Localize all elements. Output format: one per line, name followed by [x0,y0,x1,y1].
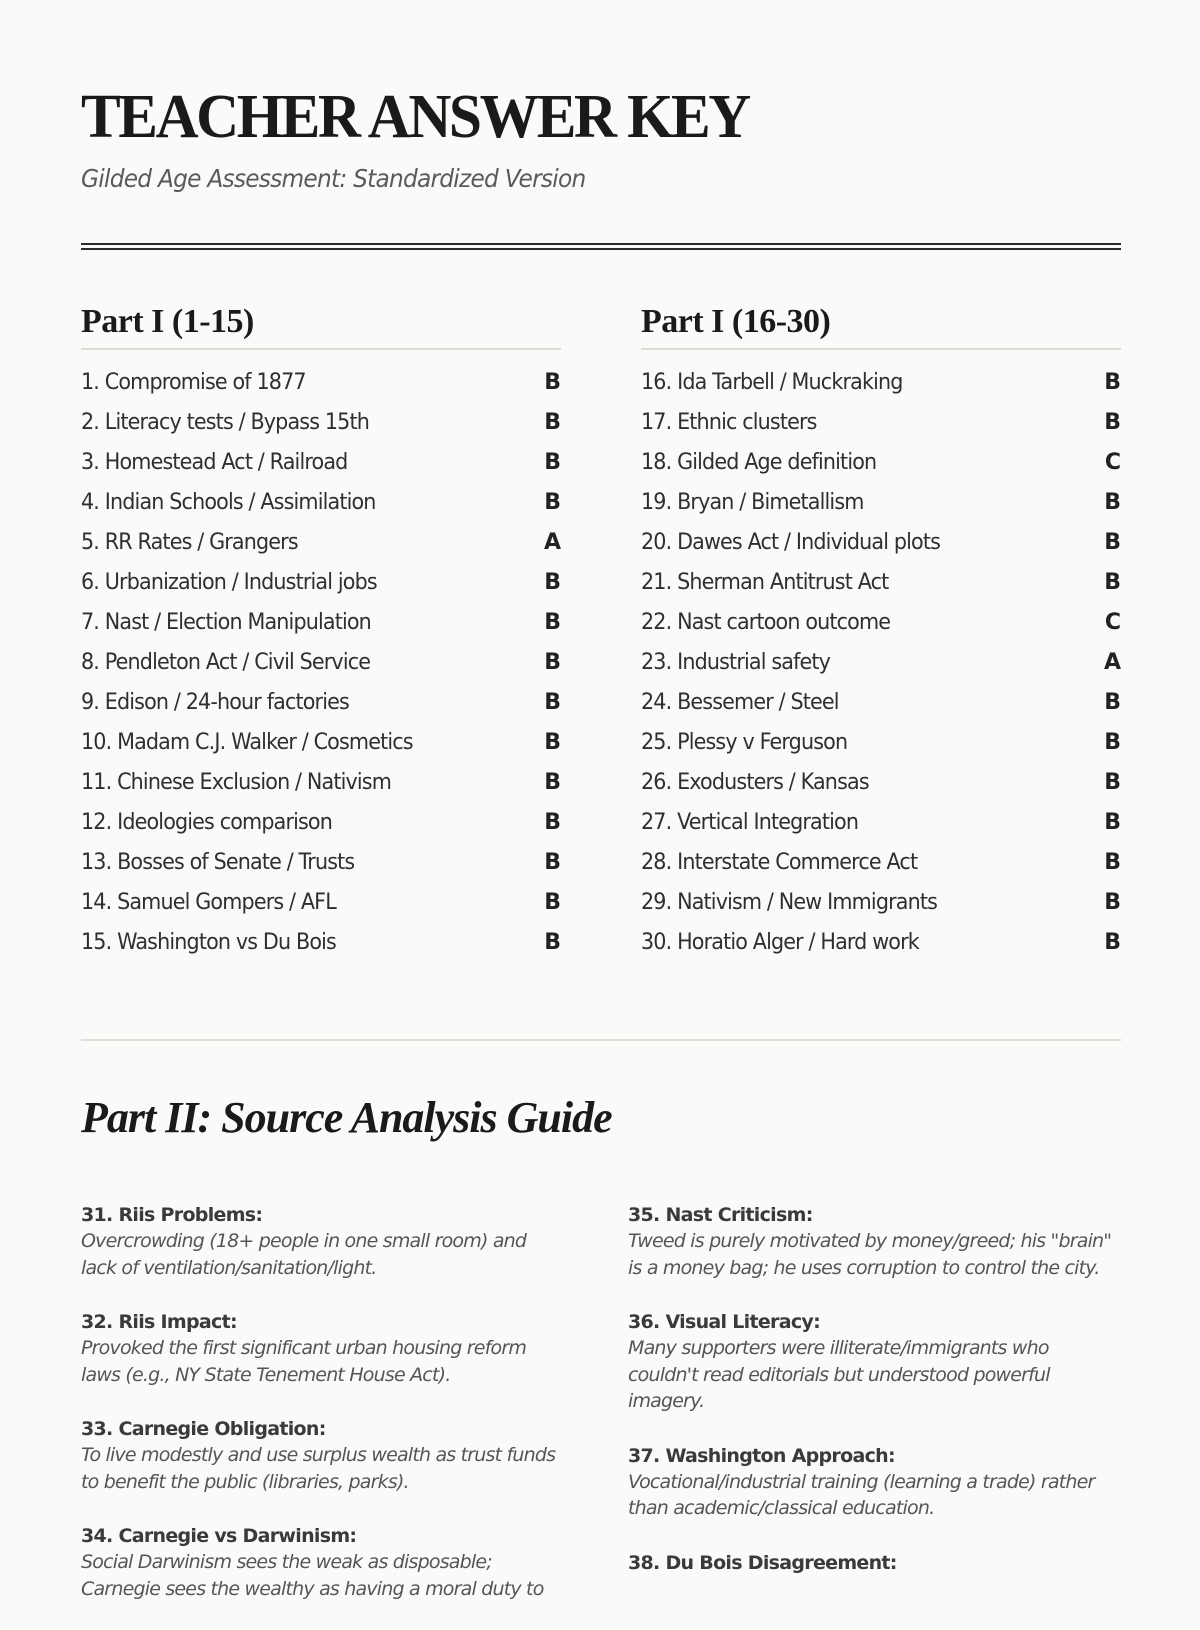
question-label: 23. Industrial safety [641,649,831,675]
question-label: 8. Pendleton Act / Civil Service [81,649,371,675]
guide-item-text: Vocational/industrial training (learning a trade) rather than academic/classical education. [628,1470,1095,1519]
guide-item-label: 37. Washington Approach: [628,1444,895,1467]
guide-item-label: 32. Riis Impact: [81,1311,237,1333]
answer-letter: B [544,409,561,435]
answer-letter: B [544,809,561,835]
answer-row [81,602,561,642]
answer-row [641,762,1121,802]
answer-row [81,642,561,682]
page-subtitle: Gilded Age Assessment: Standardized Version [81,164,586,193]
answer-row [81,722,561,762]
answer-letter: B [1104,929,1121,955]
answer-row [641,442,1121,482]
answer-row [81,882,561,922]
answer-letter: B [1104,689,1121,715]
answer-row [81,402,561,442]
answer-row [81,842,561,882]
answer-letter: B [1104,489,1121,515]
answer-letter: A [543,529,561,555]
answer-list-16-30 [641,362,1121,962]
answer-letter: C [1104,609,1121,635]
question-label: 6. Urbanization / Industrial jobs [81,569,377,595]
guide-item [628,1309,1123,1415]
answer-row [641,562,1121,602]
answer-row [81,522,561,562]
question-label: 19. Bryan / Bimetallism [641,489,864,515]
guide-item [81,1416,561,1495]
question-label: 10. Madam C.J. Walker / Cosmetics [81,729,413,755]
answer-row [81,802,561,842]
answer-row [641,922,1121,962]
guide-item-label: 34. Carnegie vs Darwinism: [81,1525,357,1547]
answer-letter: C [1104,449,1121,475]
question-label: 2. Literacy tests / Bypass 15th [81,409,370,435]
question-label: 26. Exodusters / Kansas [641,769,869,795]
question-label: 14. Samuel Gompers / AFL [81,889,336,915]
guide-item-text: Tweed is purely motivated by money/greed; his "brain" is a money bag; he uses corruption to control the city. [628,1230,1112,1279]
part1-right-column [641,300,1121,962]
answer-row [641,642,1121,682]
guide-item-label: 33. Carnegie Obligation: [81,1418,326,1440]
question-label: 5. RR Rates / Grangers [81,529,298,555]
answer-letter: B [1104,369,1121,395]
answer-list-1-15 [81,362,561,962]
answer-row [641,482,1121,522]
question-label: 22. Nast cartoon outcome [641,609,891,635]
answer-row [641,882,1121,922]
guide-item-label: 35. Nast Criticism: [628,1204,813,1226]
answer-letter: B [544,889,561,915]
question-label: 25. Plessy v Ferguson [641,729,848,755]
answer-letter: B [544,929,561,955]
answer-row [641,682,1121,722]
question-label: 13. Bosses of Senate / Trusts [81,849,355,875]
answer-letter: B [1104,769,1121,795]
answer-row [641,362,1121,402]
question-label: 15. Washington vs Du Bois [81,929,336,955]
guide-item [628,1550,1123,1576]
guide-item-label: 38. Du Bois Disagreement: [628,1551,897,1574]
guide-item [628,1202,1123,1281]
answer-letter: B [544,569,561,595]
guide-item-text: Many supporters were illiterate/immigrants who couldn't read editorials but understood powerful imagery. [628,1337,1050,1412]
part2-right-column [628,1202,1123,1604]
answer-letter: B [1104,849,1121,875]
answer-letter: B [1104,729,1121,755]
answer-row [81,762,561,802]
answer-letter: B [1104,889,1121,915]
guide-item [81,1202,561,1281]
guide-item [81,1309,561,1388]
answer-row [81,482,561,522]
answer-letter: B [544,369,561,395]
answer-letter: B [544,849,561,875]
page-title: TEACHER ANSWER KEY [81,83,749,151]
answer-row [641,802,1121,842]
question-label: 1. Compromise of 1877 [81,369,306,395]
guide-item-label: 36. Visual Literacy: [628,1311,820,1333]
answer-letter: B [544,689,561,715]
answer-letter: B [1104,809,1121,835]
guide-item-text: Provoked the first significant urban housing reform laws (e.g., NY State Tenement House Act). [81,1337,527,1386]
question-label: 24. Bessemer / Steel [641,689,839,715]
question-label: 7. Nast / Election Manipulation [81,609,371,635]
question-label: 4. Indian Schools / Assimilation [81,489,376,515]
answer-row [641,402,1121,442]
question-label: 3. Homestead Act / Railroad [81,449,348,475]
section-divider [81,1039,1121,1041]
answer-letter: B [544,449,561,475]
answer-row [641,722,1121,762]
answer-row [641,842,1121,882]
answer-letter: B [544,769,561,795]
guide-item-label: 31. Riis Problems: [81,1204,263,1226]
question-label: 20. Dawes Act / Individual plots [641,529,941,555]
question-label: 12. Ideologies comparison [81,809,333,835]
question-label: 17. Ethnic clusters [641,409,817,435]
answer-row [641,522,1121,562]
question-label: 16. Ida Tarbell / Muckraking [641,369,903,395]
answer-letter: B [1104,569,1121,595]
answer-letter: B [544,489,561,515]
part2-title: Part II: Source Analysis Guide [81,1093,612,1142]
part2-left-column [81,1202,561,1630]
question-label: 18. Gilded Age definition [641,449,877,475]
answer-row [81,442,561,482]
answer-letter: B [544,609,561,635]
guide-item-text: To live modestly and use surplus wealth as trust funds to benefit the public (libraries, parks). [81,1444,556,1493]
answer-letter: B [1104,529,1121,555]
question-label: 29. Nativism / New Immigrants [641,889,938,915]
question-label: 30. Horatio Alger / Hard work [641,929,919,955]
question-label: 21. Sherman Antitrust Act [641,569,889,595]
answer-row [81,682,561,722]
answer-letter: B [1104,409,1121,435]
question-label: 27. Vertical Integration [641,809,859,835]
answer-row [641,602,1121,642]
answer-row [81,562,561,602]
guide-item-text: Social Darwinism sees the weak as disposable; Carnegie sees the wealthy as having a moral duty to [81,1551,544,1600]
question-label: 9. Edison / 24-hour factories [81,689,349,715]
part1-right-heading: Part I (16-30) [641,300,1121,350]
guide-item [628,1443,1123,1522]
answer-row [81,362,561,402]
header-double-divider [81,243,1121,245]
question-label: 28. Interstate Commerce Act [641,849,918,875]
part1-left-heading: Part I (1-15) [81,300,561,350]
guide-item [81,1523,561,1602]
answer-row [81,922,561,962]
part1-left-column [81,300,561,962]
guide-item-text: Overcrowding (18+ people in one small room) and lack of ventilation/sanitation/light. [81,1230,527,1279]
answer-letter: A [1103,649,1121,675]
answer-letter: B [544,729,561,755]
question-label: 11. Chinese Exclusion / Nativism [81,769,392,795]
answer-letter: B [544,649,561,675]
